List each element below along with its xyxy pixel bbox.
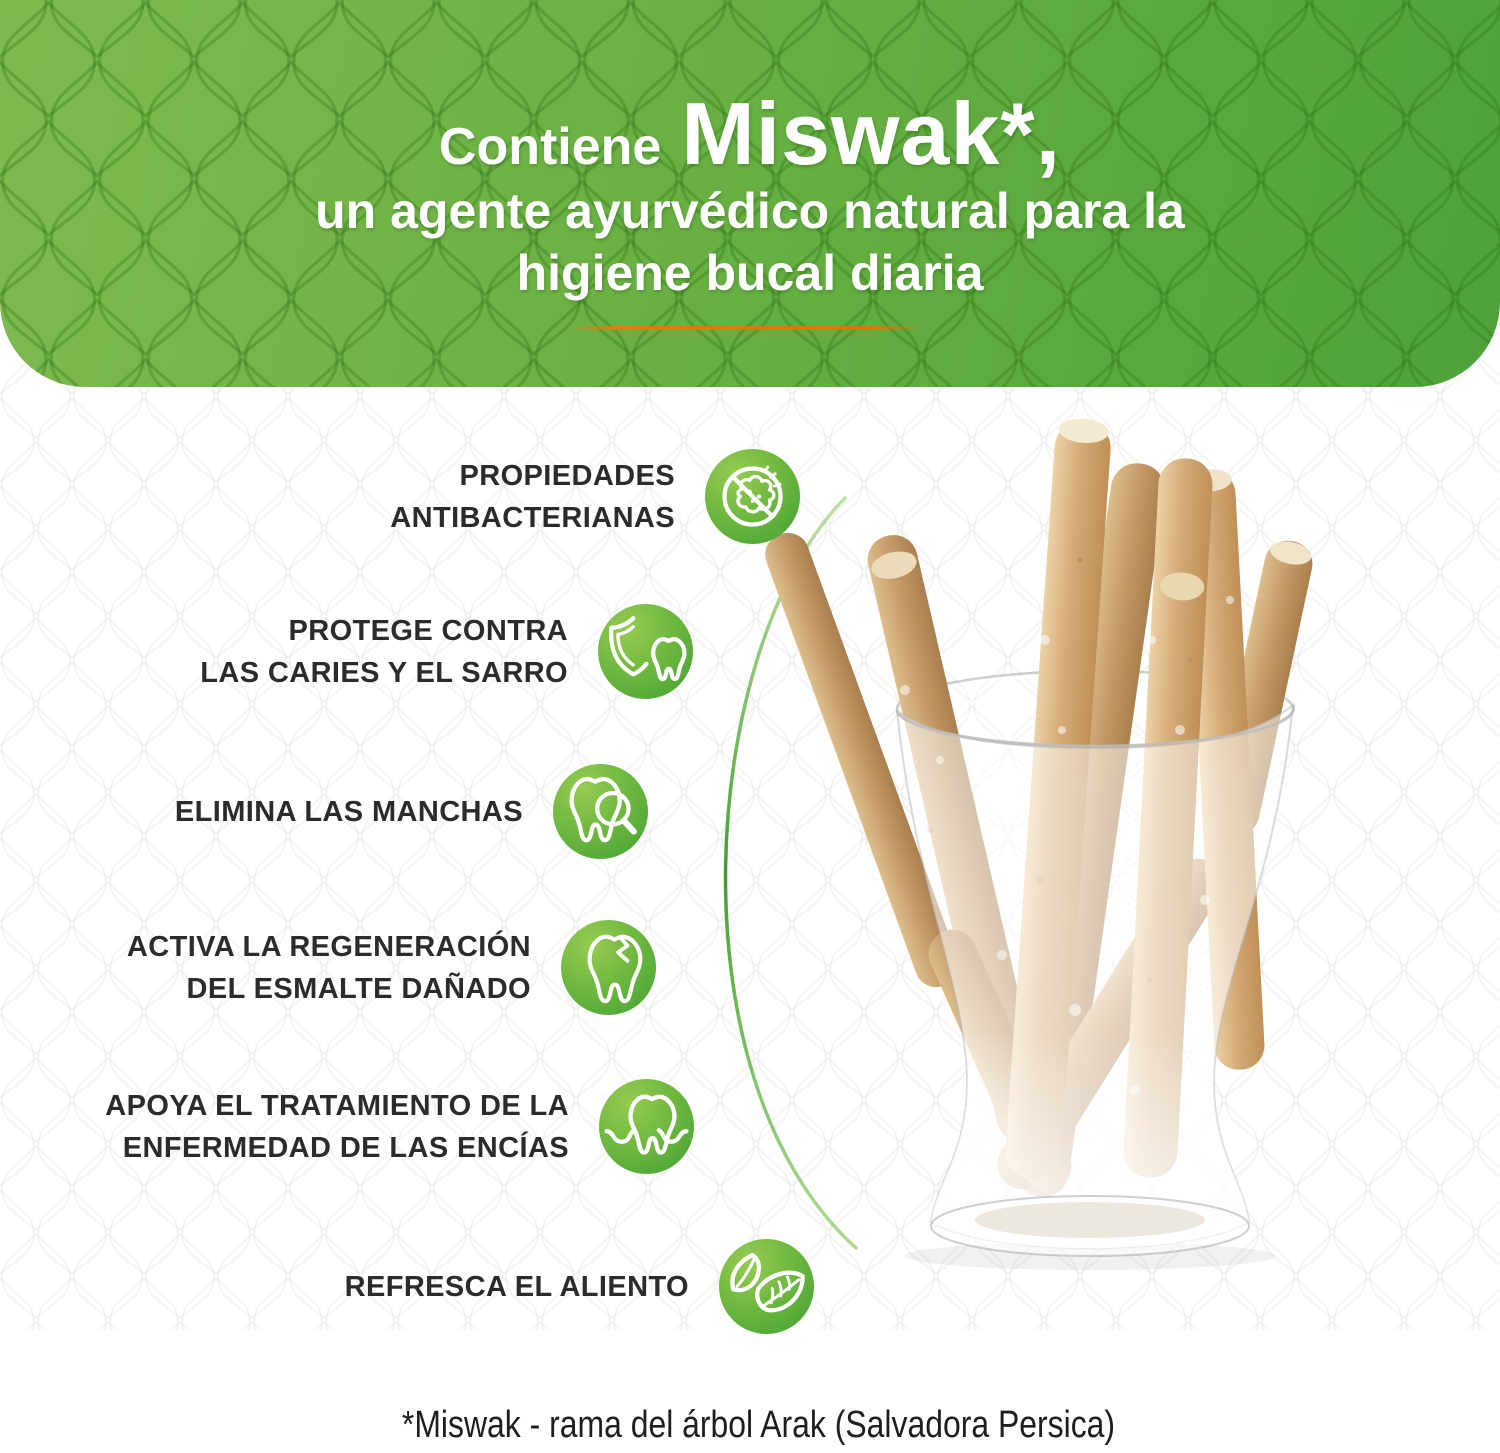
benefit-label: ACTIVA LA REGENERACIÓN DEL ESMALTE DAÑADO <box>126 930 531 1005</box>
gum-tooth-icon <box>599 1079 694 1174</box>
footnote: *Miswak - rama del árbol Arak (Salvadora Persica) <box>401 1404 1116 1446</box>
benefit-label: PROPIEDADES ANTIBACTERIANAS <box>390 459 675 534</box>
benefit-row <box>345 1239 814 1334</box>
benefit-row <box>105 1079 694 1174</box>
benefit-row <box>127 920 656 1015</box>
subtitle-line-2: higiene bucal diaria <box>516 245 984 301</box>
benefit-label: REFRESCA EL ALIENTO <box>344 1270 689 1303</box>
benefit-row <box>175 764 648 859</box>
subtitle-line-1: un agente ayurvédico natural para la <box>315 183 1185 239</box>
shield-tooth-icon <box>598 604 693 699</box>
title-prefix: Contiene <box>438 118 662 176</box>
tooth-magnifier-icon <box>553 764 648 859</box>
benefit-row <box>390 449 800 544</box>
benefit-label: APOYA EL TRATAMIENTO DE LA ENFERMEDAD DE LAS ENCÍAS <box>105 1089 569 1164</box>
benefit-label: ELIMINA LAS MANCHAS <box>174 795 523 828</box>
cracked-tooth-icon <box>561 920 656 1015</box>
benefit-row <box>200 604 693 699</box>
title-main: Miswak*, <box>681 84 1062 183</box>
no-bacteria-icon <box>705 449 800 544</box>
benefit-label: PROTEGE CONTRA LAS CARIES Y EL SARRO <box>200 614 568 689</box>
mint-leaves-icon <box>719 1239 814 1334</box>
